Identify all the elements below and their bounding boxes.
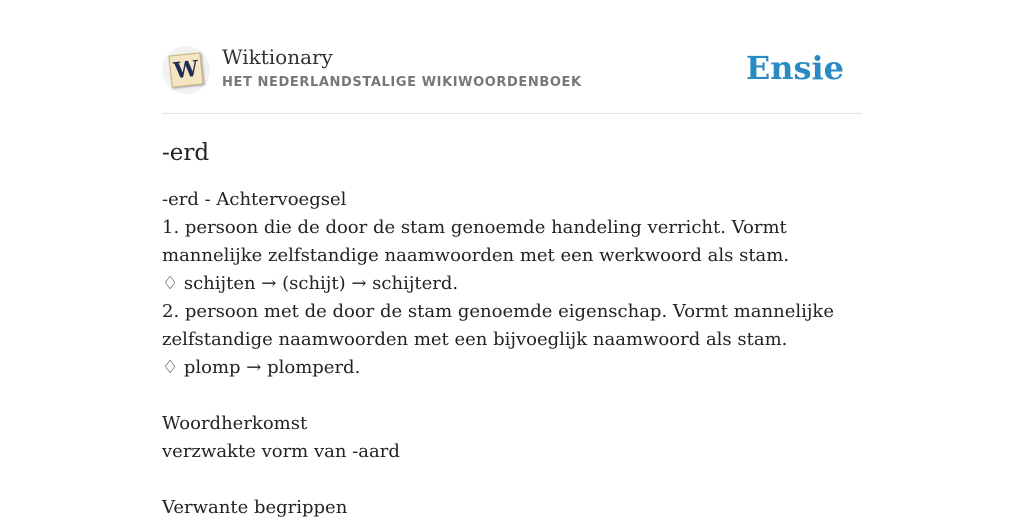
site-tagline: HET NEDERLANDSTALIGE WIKIWOORDENBOEK [222,75,582,90]
site-header [162,0,862,114]
spacer [162,466,862,494]
site-name[interactable]: Wiktionary [222,45,333,69]
related-heading: Verwante begrippen [162,497,348,518]
etymology-heading: Woordherkomst [162,413,308,434]
entry-line: ♢ plomp → plomperd. [162,357,361,378]
etymology-text: verzwakte vorm van -aard [162,441,400,462]
page [162,0,862,522]
entry-title: -erd [162,140,210,166]
ensie-brand-link[interactable]: Ensie [745,49,844,87]
entry-line: -erd - Achtervoegsel [162,189,347,210]
entry-line: ♢ schijten → (schijt) → schijterd. [162,273,459,294]
entry-content [162,186,862,522]
entry-line: 1. persoon die de door de stam genoemde handeling verricht. Vormt mannelijke zelfstandige naamwoorden met een werkwoord als stam. [162,217,790,266]
wiktionary-logo[interactable] [162,46,210,94]
wiktionary-logo-icon: W [168,52,203,87]
entry-line: 2. persoon met de door de stam genoemde eigenschap. Vormt mannelijke zelfstandige naamwoorden met een bijvoeglijk naamwoord als stam. [162,301,834,350]
spacer [162,382,862,410]
